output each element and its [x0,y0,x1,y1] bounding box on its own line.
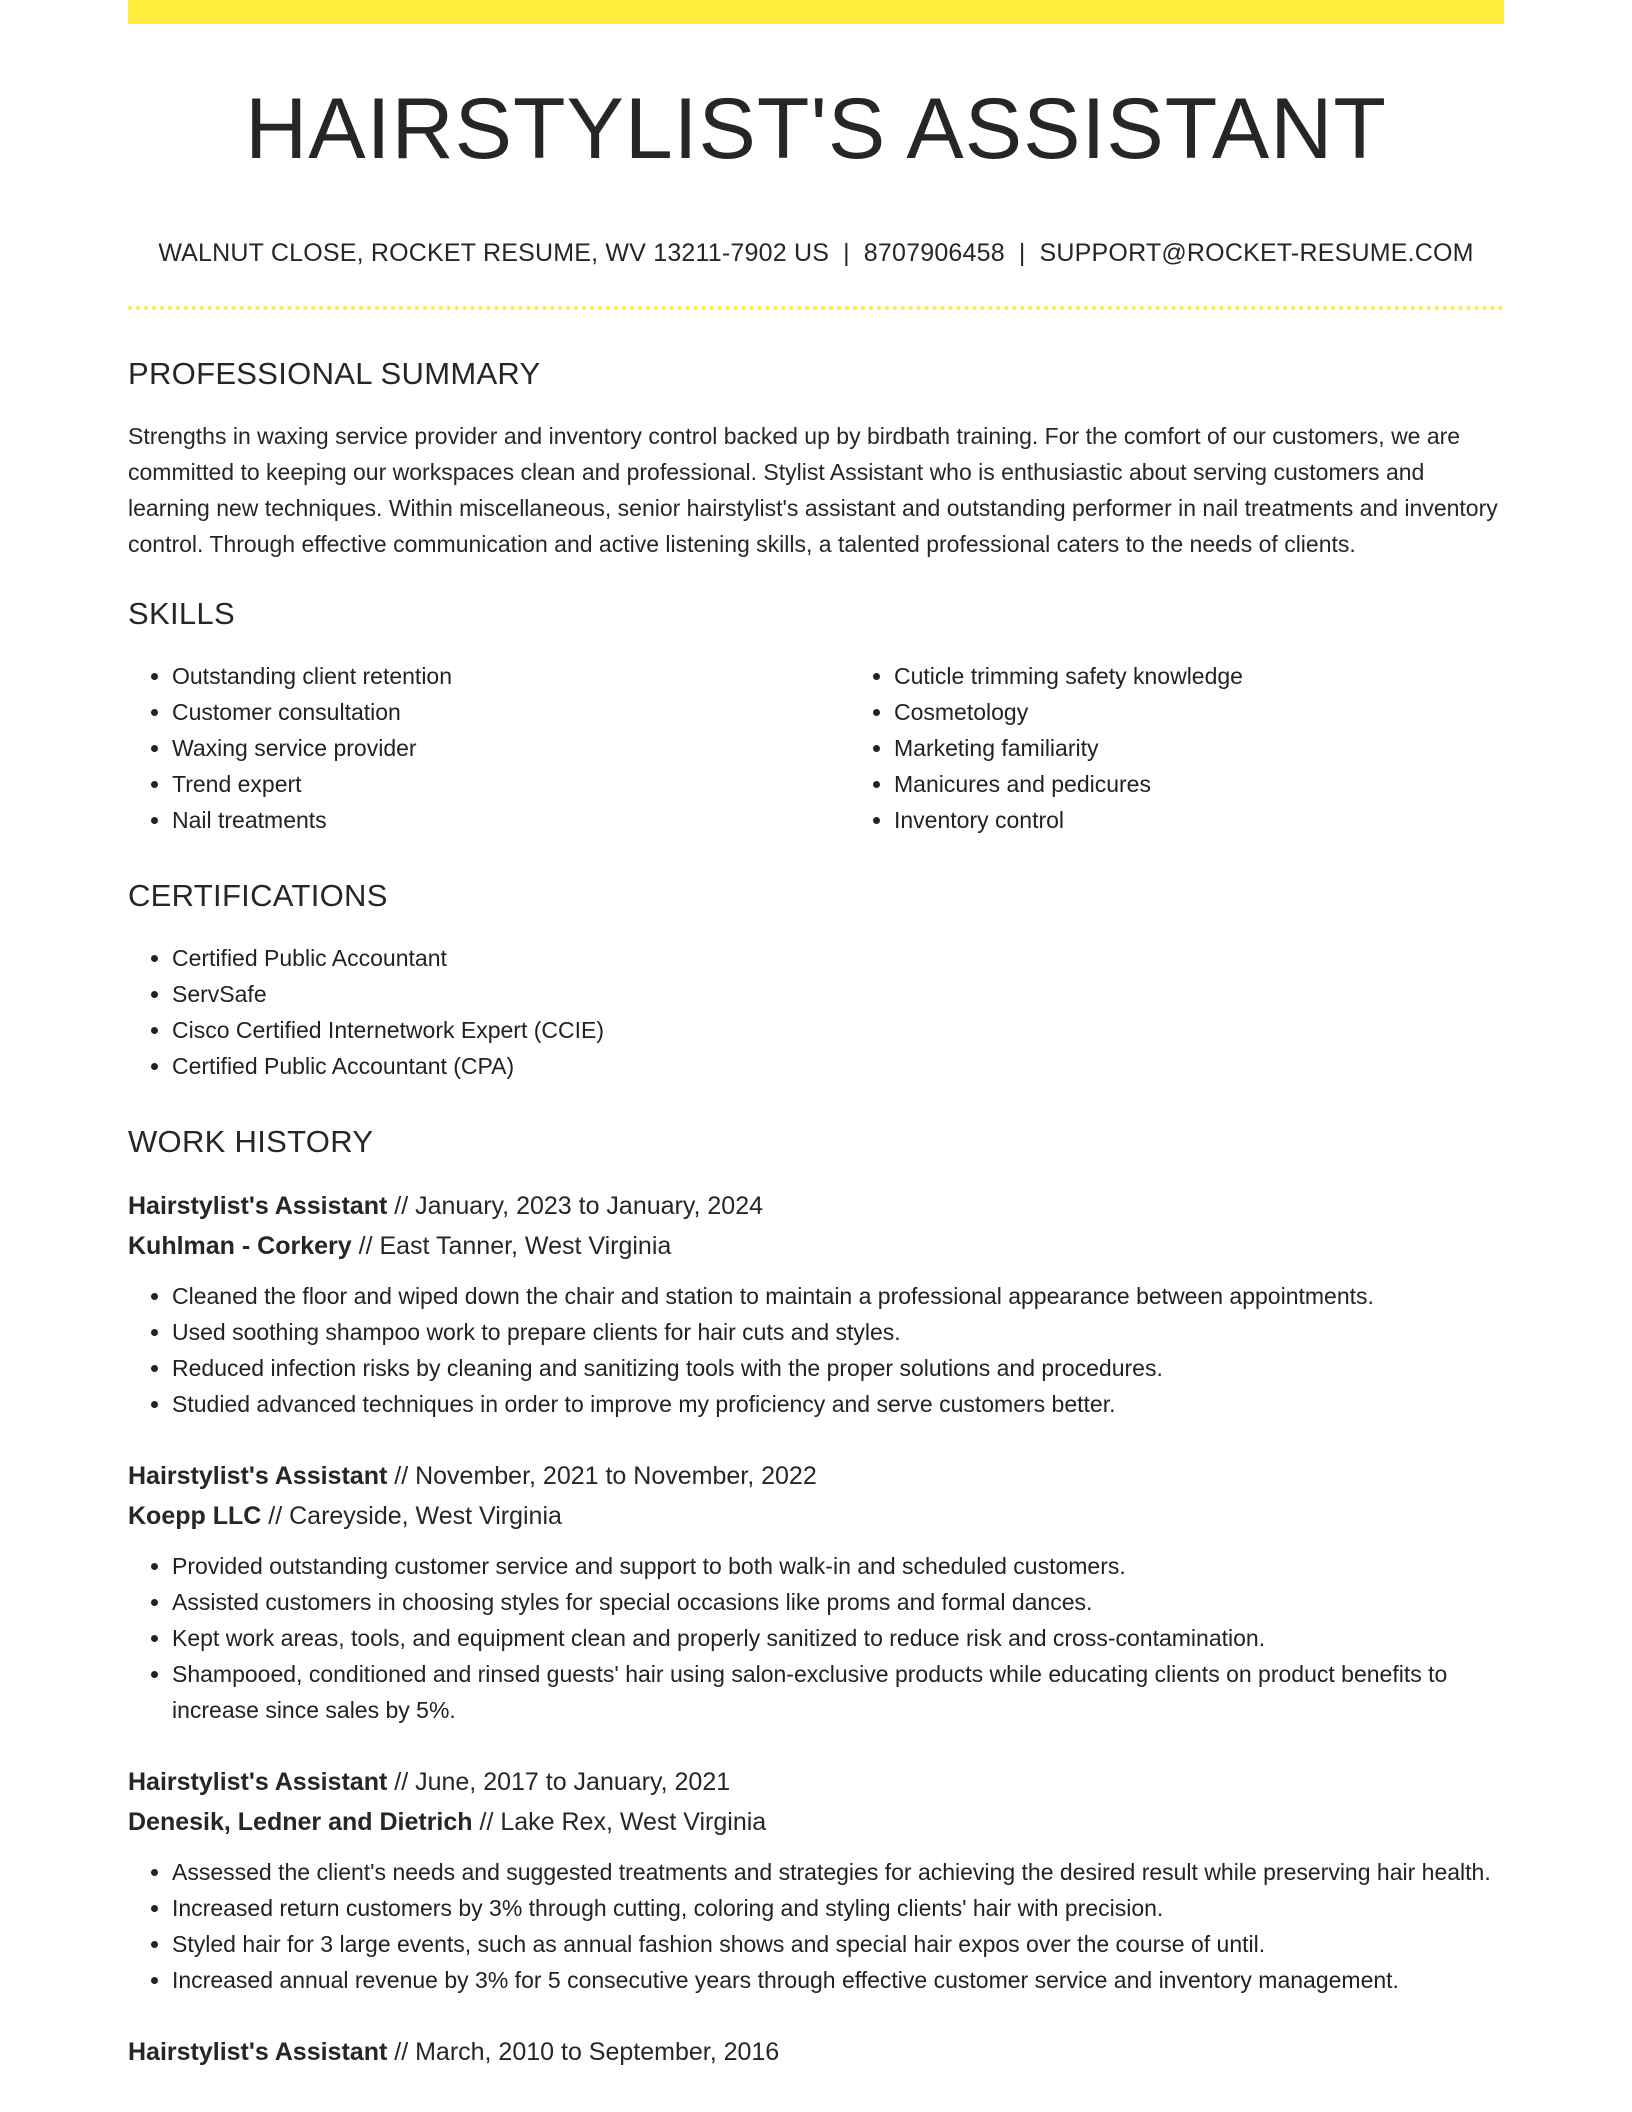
work-history-heading: WORK HISTORY [128,1123,374,1159]
job-role: Hairstylist's Assistant [128,1461,388,1490]
job-company-line [128,1226,1504,1266]
certification-item: • Certified Public Accountant (CPA) [172,1048,1504,1084]
job-title-line [128,2032,1504,2072]
job-bullet: • Used soothing shampoo work to prepare clients for hair cuts and styles. [172,1314,1504,1350]
job-bullets [128,1548,1504,1728]
summary-heading: PROFESSIONAL SUMMARY [128,355,541,391]
contact-email: SUPPORT@ROCKET-RESUME.COM [1039,238,1474,267]
job-dates: // November, 2021 to November, 2022 [394,1461,817,1490]
skills-column-right [850,658,1504,838]
certification-item: • Certified Public Accountant [172,940,1504,976]
job-company: Koepp LLC [128,1501,262,1530]
resume-page [128,0,1504,2072]
contact-address: WALNUT CLOSE, ROCKET RESUME, WV 13211-7902 US [158,238,830,267]
job-company-line [128,1802,1504,1842]
job-location: // Lake Rex, West Virginia [479,1807,767,1836]
certifications-heading: CERTIFICATIONS [128,877,388,913]
resume-name: HAIRSTYLIST'S ASSISTANT [245,81,1387,177]
job-role: Hairstylist's Assistant [128,1191,388,1220]
certification-item: • Cisco Certified Internetwork Expert (CCIE) [172,1012,1504,1048]
job-entry [128,2032,1504,2072]
top-accent-bar [128,0,1504,24]
contact-separator: | [1018,238,1026,267]
job-bullet: • Increased annual revenue by 3% for 5 consecutive years through effective customer service and inventory management. [172,1962,1504,1998]
skill-item: • Inventory control [894,802,1504,838]
job-dates: // June, 2017 to January, 2021 [394,1767,731,1796]
skills-column-left [128,658,850,838]
job-company: Kuhlman - Corkery [128,1231,352,1260]
skill-item: • Cosmetology [894,694,1504,730]
job-role: Hairstylist's Assistant [128,1767,388,1796]
job-title-line [128,1762,1504,1802]
job-location: // Careyside, West Virginia [268,1501,562,1530]
job-bullet: • Assessed the client's needs and suggested treatments and strategies for achieving the desired result while preserving hair health. [172,1854,1504,1890]
job-bullet: • Shampooed, conditioned and rinsed guests' hair using salon-exclusive products while educating clients on product benefits to increase since sales by 5%. [172,1656,1504,1728]
certifications-list [128,940,1504,1084]
certification-item: • ServSafe [172,976,1504,1012]
job-bullet: • Reduced infection risks by cleaning and sanitizing tools with the proper solutions and procedures. [172,1350,1504,1386]
job-bullet: • Styled hair for 3 large events, such as annual fashion shows and special hair expos over the course of until. [172,1926,1504,1962]
skill-item: • Waxing service provider [172,730,850,766]
job-bullet: • Assisted customers in choosing styles for special occasions like proms and formal dances. [172,1584,1504,1620]
job-company: Denesik, Ledner and Dietrich [128,1807,473,1836]
job-dates: // January, 2023 to January, 2024 [394,1191,764,1220]
skill-item: • Customer consultation [172,694,850,730]
contact-phone: 8707906458 [863,238,1005,267]
skill-item: • Outstanding client retention [172,658,850,694]
skill-item: • Trend expert [172,766,850,802]
job-bullets [128,1278,1504,1422]
job-entry [128,1456,1504,1728]
job-bullet: • Kept work areas, tools, and equipment clean and properly sanitized to reduce risk and cross-contamination. [172,1620,1504,1656]
job-bullet: • Cleaned the floor and wiped down the chair and station to maintain a professional appearance between appointments. [172,1278,1504,1314]
job-entry [128,1186,1504,1422]
job-bullet: • Provided outstanding customer service and support to both walk-in and scheduled customers. [172,1548,1504,1584]
job-title-line [128,1456,1504,1496]
job-title-line [128,1186,1504,1226]
skills-heading: SKILLS [128,595,235,631]
job-bullets [128,1854,1504,1998]
job-role: Hairstylist's Assistant [128,2037,388,2066]
skill-item: • Cuticle trimming safety knowledge [894,658,1504,694]
job-entry [128,1762,1504,1998]
job-bullet: • Increased return customers by 3% through cutting, coloring and styling clients' hair with precision. [172,1890,1504,1926]
job-bullet: • Studied advanced techniques in order to improve my proficiency and serve customers better. [172,1386,1504,1422]
job-company-line [128,1496,1504,1536]
skills-list [128,658,1504,838]
summary-text: Strengths in waxing service provider and inventory control backed up by birdbath training. For the comfort of our customers, we are committed to keeping our workspaces clean and professional. Stylist Assistant who is enthusiastic about serving customers and learning new techniques. Within miscellaneous, senior hairstylist's assistant and outstanding performer in nail treatments and inventory control. Through effective communication and active listening skills, a talented professional caters to the needs of clients. [128,422,1498,557]
skill-item: • Marketing familiarity [894,730,1504,766]
job-dates: // March, 2010 to September, 2016 [394,2037,780,2066]
skill-item: • Manicures and pedicures [894,766,1504,802]
job-location: // East Tanner, West Virginia [358,1231,672,1260]
contact-line [128,239,1504,268]
skill-item: • Nail treatments [172,802,850,838]
dotted-divider [128,306,1504,310]
contact-separator: | [843,238,850,267]
